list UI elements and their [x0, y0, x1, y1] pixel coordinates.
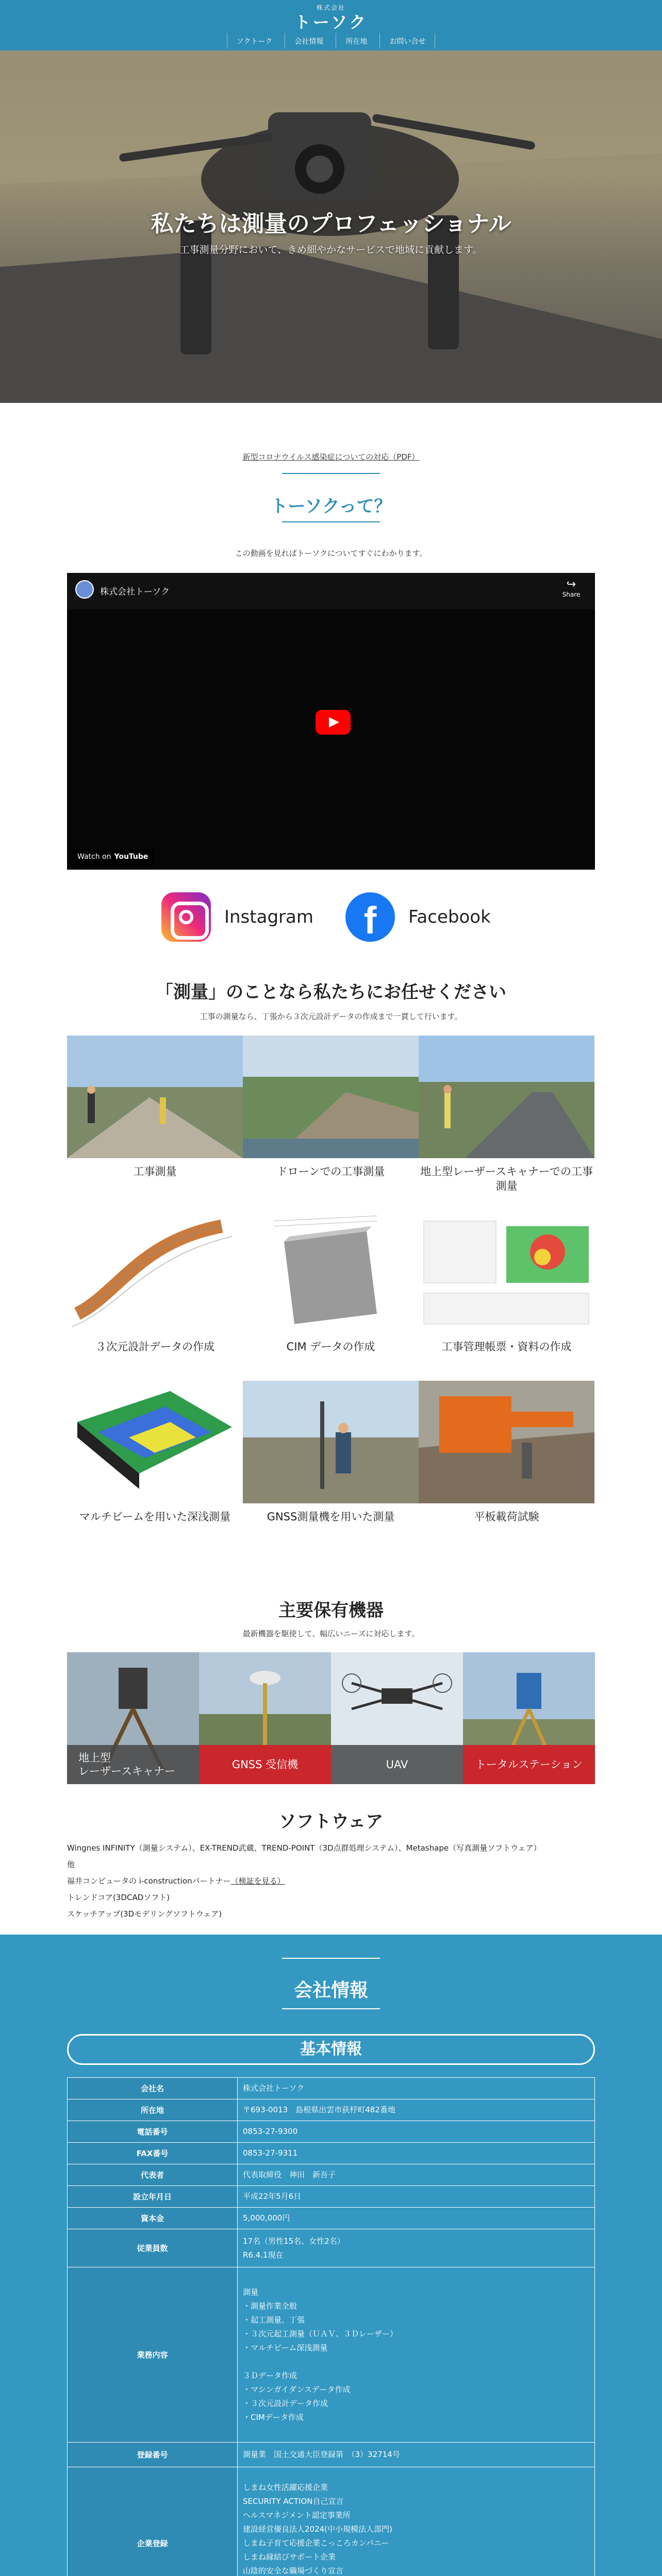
instagram-label: Instagram	[224, 907, 313, 927]
row-value: 0853-27-9311	[238, 2143, 595, 2164]
row-label: 資本金	[68, 2208, 238, 2229]
equipment-card[interactable]	[67, 1652, 199, 1784]
divider	[282, 521, 380, 522]
nav-item-company[interactable]: 会社情報	[285, 33, 333, 48]
watch-on-youtube-button[interactable]	[72, 849, 153, 865]
row-value: 代表取締役 神田 新吾子	[238, 2164, 595, 2186]
table-row	[68, 2208, 595, 2229]
site-header	[0, 0, 662, 50]
row-label: 会社名	[68, 2078, 238, 2099]
table-row	[68, 2078, 595, 2099]
service-image	[419, 1211, 594, 1333]
service-card[interactable]	[67, 1211, 243, 1354]
software-text: 他	[67, 1860, 75, 1869]
software-text: スケッチアップ(3Dモデリングソフトウェア)	[67, 1909, 222, 1919]
video-title[interactable]: 株式会社トーソク	[100, 587, 170, 597]
row-label: 所在地	[68, 2099, 238, 2121]
services-title: 「測量」のことなら私たちにお任せください	[156, 982, 506, 1003]
basic-info-title: 基本情報	[67, 2034, 595, 2065]
service-label: 地上型レーザースキャナーでの工事測量	[420, 1165, 593, 1192]
service-image	[419, 1036, 594, 1158]
divider	[282, 1958, 380, 1959]
row-label: 設立年月日	[68, 2186, 238, 2208]
about-intro: この動画を見ればトーソクについてすぐにわかります。	[235, 549, 427, 558]
row-label: FAX番号	[68, 2143, 238, 2164]
row-value: 0853-27-9300	[238, 2121, 595, 2143]
table-row	[68, 2143, 595, 2164]
row-label: 代表者	[68, 2164, 238, 2186]
table-row	[68, 2099, 595, 2121]
nav-item-contact[interactable]: お問い合せ	[379, 33, 435, 48]
service-card[interactable]	[243, 1036, 419, 1179]
equipment-card[interactable]	[463, 1652, 595, 1784]
equipment-label: トータルステーション	[463, 1745, 595, 1784]
play-button[interactable]	[316, 710, 351, 735]
hero	[0, 50, 662, 403]
facebook-label: Facebook	[408, 907, 491, 927]
service-card[interactable]	[419, 1211, 594, 1354]
service-label: 平板載荷試験	[474, 1511, 539, 1523]
service-label: GNSS測量機を用いた測量	[267, 1511, 395, 1523]
partner-verification-link[interactable]: （検証を見る）	[230, 1876, 285, 1886]
row-value: 〒693-0013 島根県出雲市荻杼町482番地	[238, 2099, 595, 2121]
software-line	[67, 1842, 595, 1854]
divider	[282, 473, 380, 474]
row-value: 平成22年5月6日	[238, 2186, 595, 2208]
service-image	[243, 1211, 419, 1333]
equipment-subtitle: 最新機器を駆使して、幅広いニーズに対応します。	[242, 1629, 420, 1638]
table-row	[68, 2164, 595, 2186]
covid-pdf-link[interactable]: 新型コロナウイルス感染症についての対応（PDF）	[242, 452, 420, 462]
share-button[interactable]	[556, 578, 587, 598]
service-label: マルチビームを用いた深浅測量	[79, 1511, 231, 1523]
service-image	[243, 1036, 419, 1158]
services-subtitle: 工事の測量なら、丁張から３次元設計データの作成まで一貫して行います。	[200, 1012, 462, 1021]
software-line	[67, 1908, 595, 1920]
service-image	[243, 1381, 419, 1503]
service-card[interactable]	[67, 1036, 243, 1179]
hero-title: 私たちは測量のプロフェッショナル	[151, 211, 511, 237]
main-nav	[0, 33, 662, 48]
table-row	[68, 2467, 595, 2576]
service-card[interactable]	[419, 1381, 594, 1524]
service-card[interactable]	[419, 1036, 594, 1193]
watch-on-label: Watch on	[77, 853, 111, 861]
table-row	[68, 2186, 595, 2208]
service-label: ドローンでの工事測量	[276, 1165, 385, 1178]
equipment-label: UAV	[331, 1745, 463, 1784]
hero-subtitle: 工事測量分野において、きめ細やかなサービスで地域に貢献します。	[179, 244, 483, 256]
software-line	[67, 1859, 595, 1870]
service-label: 工事管理帳票・資料の作成	[441, 1341, 572, 1353]
youtube-logo: YouTube	[114, 853, 148, 861]
row-label: 登録番号	[68, 2443, 238, 2467]
service-card[interactable]	[243, 1381, 419, 1524]
equipment-title: 主要保有機器	[278, 1600, 384, 1621]
software-line	[67, 1892, 595, 1903]
equipment-list	[67, 1652, 595, 1784]
logo-company-type: 株式会社	[316, 4, 345, 11]
logo[interactable]: トーソク	[294, 12, 368, 32]
company-title: 会社情報	[293, 1980, 368, 2001]
row-label: 電話番号	[68, 2121, 238, 2143]
equipment-card[interactable]	[199, 1652, 331, 1784]
table-row	[68, 2267, 595, 2443]
row-value: 株式会社トーソク	[238, 2078, 595, 2099]
service-card[interactable]	[243, 1211, 419, 1354]
row-value: 測量業 国土交通大臣登録第 （3）32714号	[238, 2443, 595, 2467]
service-image	[419, 1381, 594, 1503]
row-label: 業務内容	[68, 2267, 238, 2443]
equipment-label: 地上型 レーザースキャナー	[67, 1745, 199, 1784]
divider	[282, 2008, 380, 2009]
share-icon: ↪	[566, 578, 576, 591]
facebook-icon: f	[345, 892, 395, 942]
row-value: 測量 ・測量作業全般 ・起工測量、丁張 ・３次元起工測量（ＵＡＶ、３Ｄレーザー） ・マルチビーム深浅測量 ３Ｄデータ作成 ・マシンガイダンスデータ作成 ・３次元設計データ作成 ・CIMデータ作成	[238, 2267, 595, 2443]
table-row	[68, 2121, 595, 2143]
share-label: Share	[562, 591, 581, 598]
row-label: 従業員数	[68, 2229, 238, 2267]
table-row	[68, 2229, 595, 2267]
service-image	[67, 1211, 243, 1333]
software-text: トレンドコア(3DCADソフト)	[67, 1893, 170, 1902]
service-label: 工事測量	[133, 1165, 177, 1178]
nav-item-soku-talk[interactable]: ソクトーク	[227, 33, 282, 48]
instagram-icon	[161, 892, 211, 942]
row-value: 17名（男性15名、女性2名） R6.4.1現在	[238, 2229, 595, 2267]
channel-avatar[interactable]	[75, 580, 94, 599]
service-label: CIM データの作成	[286, 1341, 375, 1353]
software-line	[67, 1875, 595, 1887]
software-text: Wingnes INFINITY（測量システム）、EX-TREND武蔵、TREND-POINT（3D点群処理システム）、Metashape（写真測量ソフトウェア）	[67, 1843, 541, 1853]
facebook-link[interactable]	[345, 891, 491, 943]
service-label: ３次元設計データの作成	[95, 1341, 214, 1353]
equipment-card[interactable]	[331, 1652, 463, 1784]
table-row	[68, 2443, 595, 2467]
row-value: 5,000,000円	[238, 2208, 595, 2229]
software-title: ソフトウェア	[278, 1811, 384, 1832]
service-card[interactable]	[67, 1381, 243, 1524]
company-info-table	[67, 2077, 595, 2576]
nav-item-location[interactable]: 所在地	[336, 33, 376, 48]
about-title: トーソクって？	[270, 496, 392, 517]
service-image	[67, 1036, 243, 1158]
youtube-video[interactable]	[67, 573, 595, 870]
equipment-label: GNSS 受信機	[199, 1745, 331, 1784]
row-value: しまね女性活躍応援企業 SECURITY ACTION自己宣言 ヘルスマネジメント認定事業所 建設経営優良法人2024(中小規模法人部門) しまね子育て応援企業こっころカンパニー しまね縁結びサポート企業 山陰的安全な職場づくり宣言	[238, 2467, 595, 2576]
row-label: 企業登録	[68, 2467, 238, 2576]
instagram-link[interactable]	[161, 891, 313, 943]
software-text: 福井コンピュータの i-constructionパートナー	[67, 1876, 231, 1886]
service-image	[67, 1381, 243, 1503]
